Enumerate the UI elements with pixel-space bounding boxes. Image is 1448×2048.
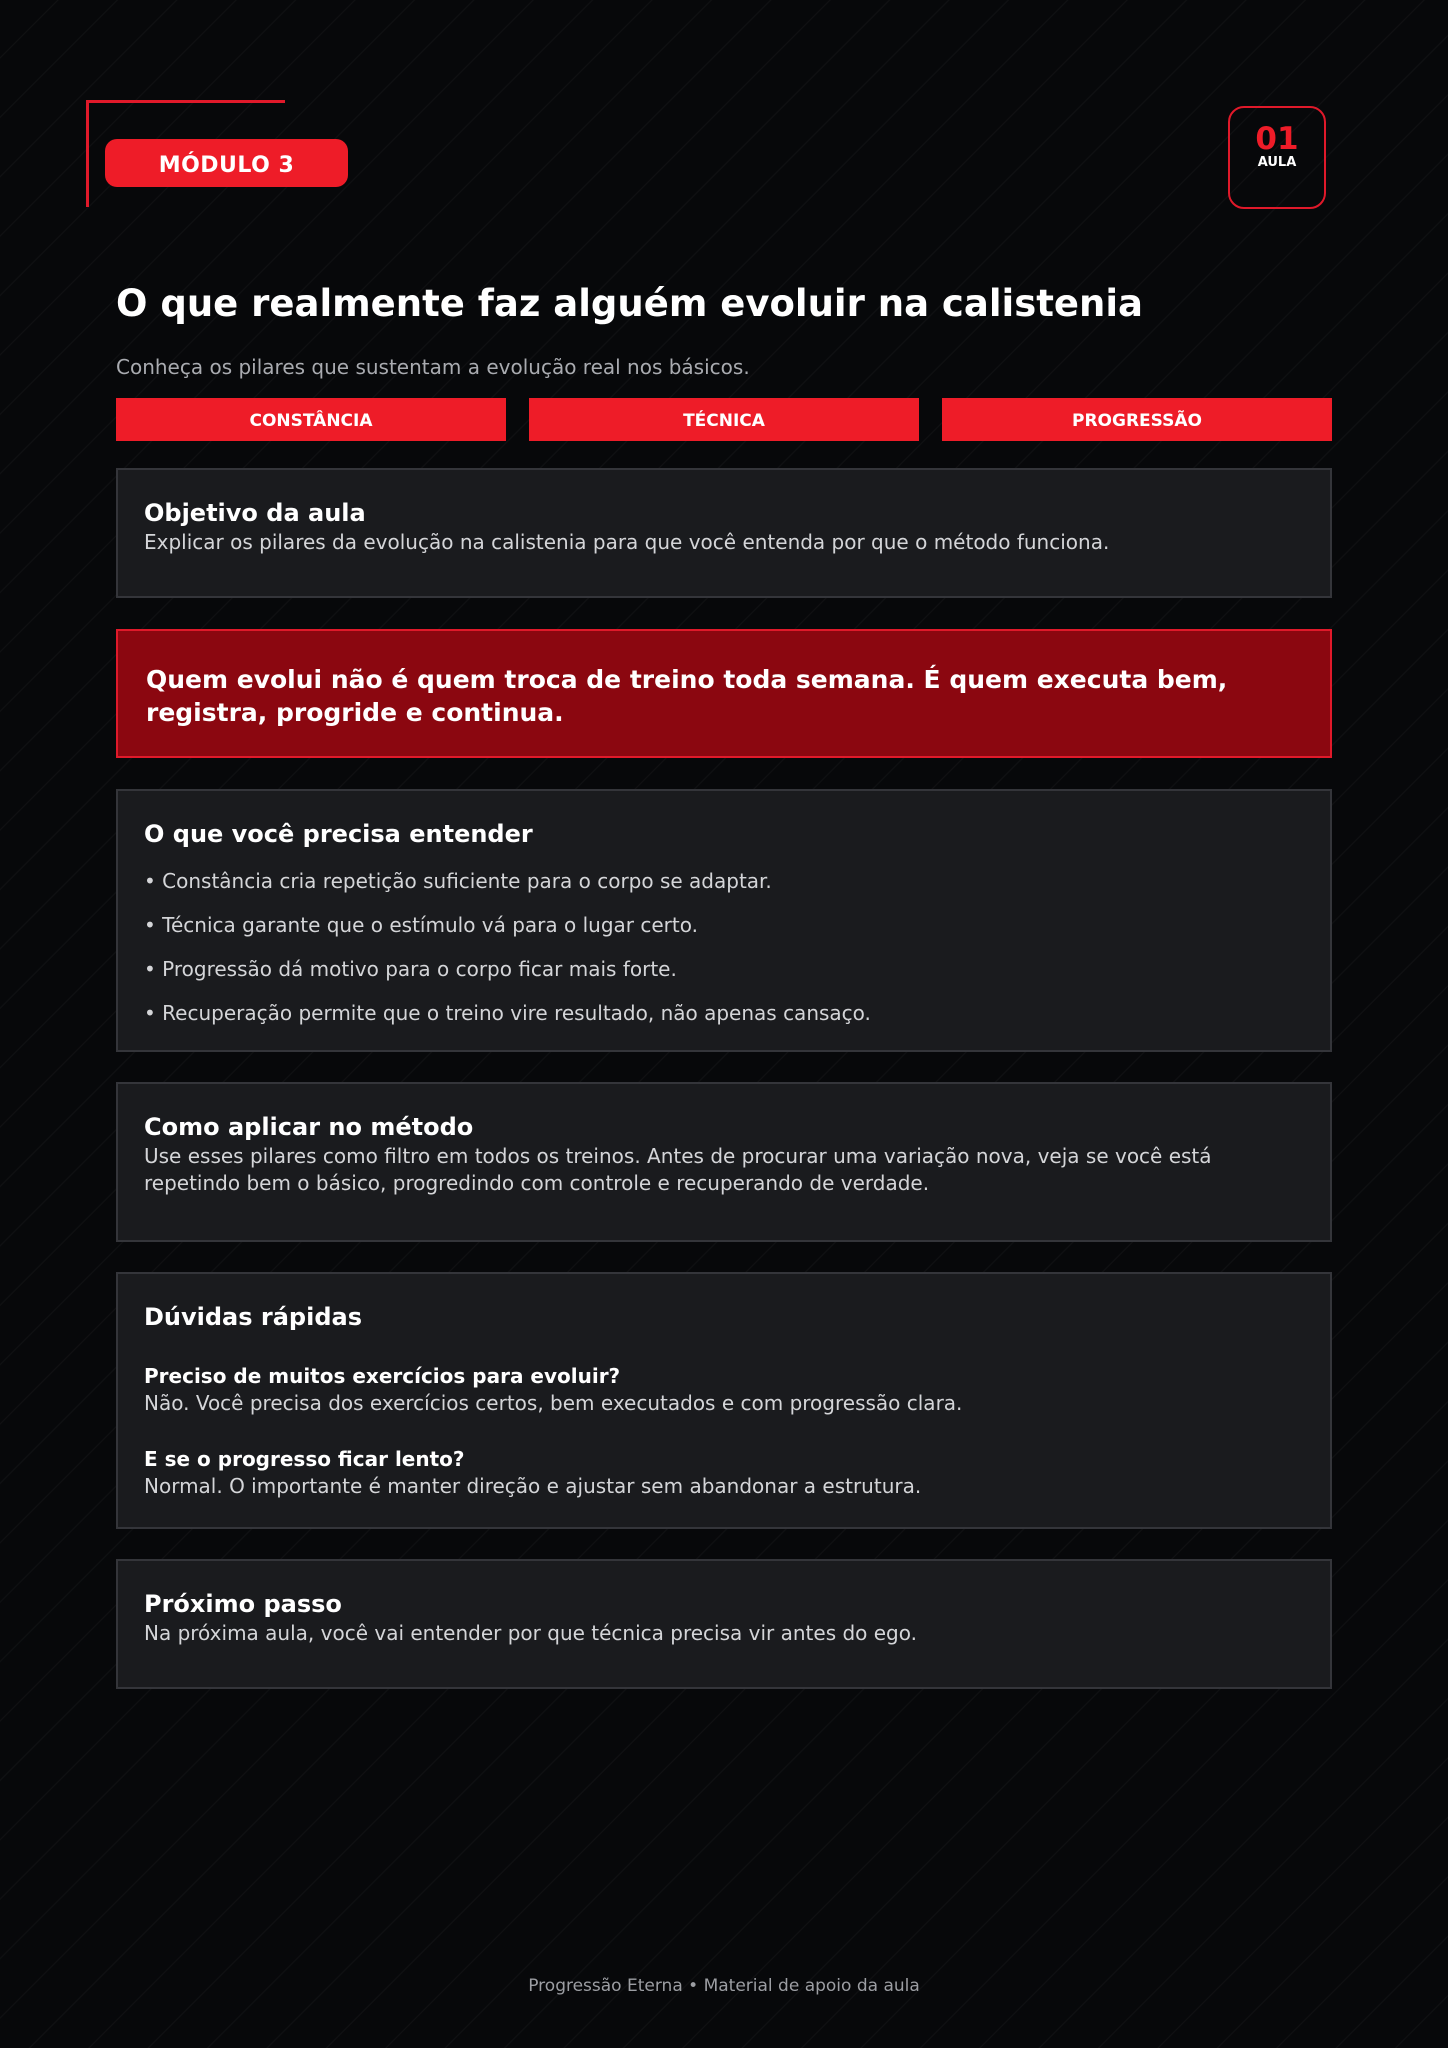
quote-box: [116, 629, 1332, 758]
quote-text: Quem evolui não é quem troca de treino toda semana. É quem executa bem, registra, progride e continua.: [146, 665, 1228, 727]
list-item: • Constância cria repetição suficiente para o corpo se adaptar.: [144, 869, 772, 893]
understand-title: O que você precisa entender: [144, 820, 533, 848]
pillar-tecnica: TÉCNICA: [529, 398, 919, 441]
page-title: O que realmente faz alguém evoluir na calistenia: [116, 282, 1143, 325]
faq-question: E se o progresso ficar lento?: [144, 1447, 465, 1471]
list-item: • Progressão dá motivo para o corpo ficar mais forte.: [144, 957, 677, 981]
pillars-row: [116, 398, 1332, 441]
faq-answer: Normal. O importante é manter direção e ajustar sem abandonar a estrutura.: [144, 1474, 922, 1498]
list-item: • Recuperação permite que o treino vire resultado, não apenas cansaço.: [144, 1001, 871, 1025]
objective-text: Explicar os pilares da evolução na calistenia para que você entenda por que o método funciona.: [144, 530, 1110, 554]
lesson-label: AULA: [1257, 155, 1297, 170]
pillar-progressao: PROGRESSÃO: [942, 398, 1332, 441]
faq-item: [144, 1446, 1304, 1500]
faq-question: Preciso de muitos exercícios para evoluir?: [144, 1364, 621, 1388]
apply-card: [116, 1082, 1332, 1242]
faq-card: [116, 1272, 1332, 1529]
faq-title: Dúvidas rápidas: [144, 1303, 362, 1331]
pillar-constancia: CONSTÂNCIA: [116, 398, 506, 441]
understand-list: [144, 868, 1304, 1027]
next-step-title: Próximo passo: [144, 1590, 342, 1618]
lesson-number: 01: [1255, 121, 1299, 157]
list-item: • Técnica garante que o estímulo vá para o lugar certo.: [144, 913, 698, 937]
page-footer: Progressão Eterna • Material de apoio da aula: [528, 1976, 920, 1996]
lesson-badge: [1228, 106, 1326, 209]
next-step-text: Na próxima aula, você vai entender por que técnica precisa vir antes do ego.: [144, 1621, 917, 1645]
apply-text: Use esses pilares como filtro em todos os treinos. Antes de procurar uma variação nova, veja se você está repetindo bem o básico, progredindo com controle e recuperando de verdade.: [144, 1144, 1212, 1195]
page-subtitle: Conheça os pilares que sustentam a evolução real nos básicos.: [116, 355, 750, 379]
objective-title: Objetivo da aula: [144, 499, 366, 527]
module-badge: [105, 139, 348, 187]
objective-card: [116, 468, 1332, 598]
module-label: MÓDULO 3: [158, 152, 295, 178]
apply-title: Como aplicar no método: [144, 1113, 474, 1141]
next-step-card: [116, 1559, 1332, 1689]
faq-item: [144, 1363, 1304, 1417]
faq-answer: Não. Você precisa dos exercícios certos, bem executados e com progressão clara.: [144, 1391, 963, 1415]
understand-card: [116, 789, 1332, 1052]
